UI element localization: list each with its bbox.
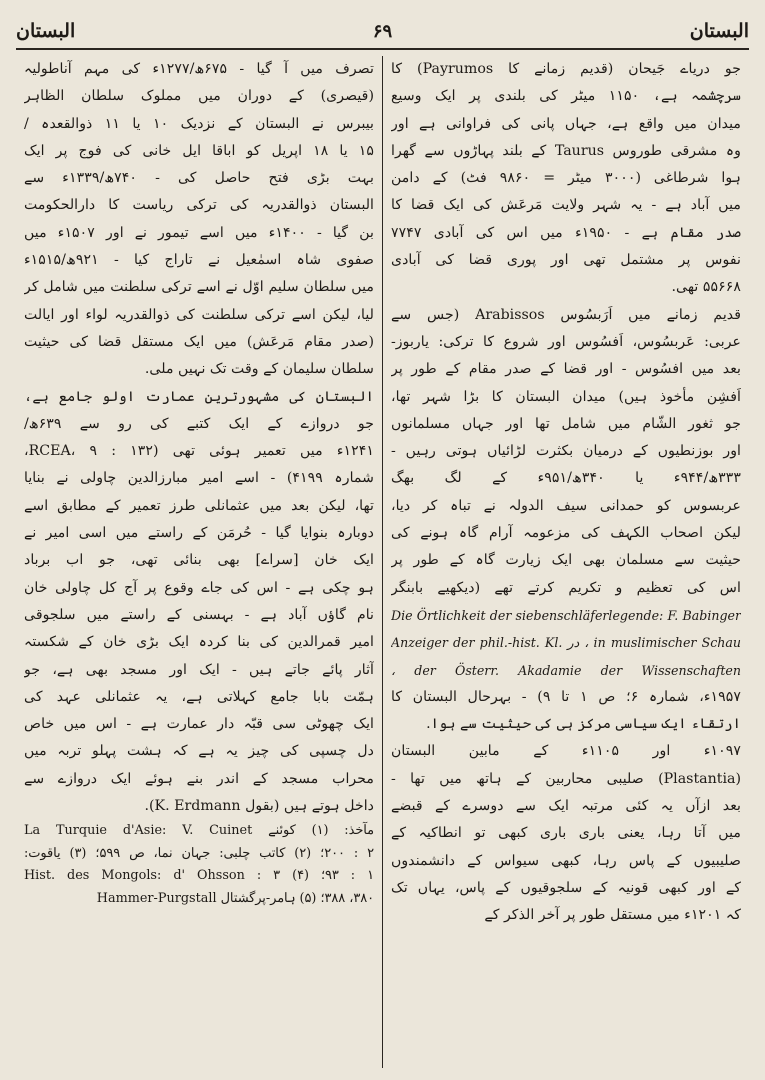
two-column-body <box>16 56 749 1068</box>
text-line: نام گاؤں آباد ہے - بہسنی کے راستے میں سلجوقی <box>24 606 374 623</box>
text-line: جو ثغور الشّام میں شامل تھا اور جہاں مسلمانوں <box>391 415 741 432</box>
text-line: بہت بڑی فتح حاصل کی - ۷۴۰ھ/۱۳۳۹ء سے <box>24 170 374 187</box>
text-line: بن گیا - ۱۴۰۰ء میں اسے تیمور نے اور ۱۵۰۷ء میں <box>24 224 374 241</box>
text-line: ارتقاء ایک سیاسی مرکز ہی کی حیثیت سے ہوا. <box>426 716 741 733</box>
text-line: Anzeiger der phil.-hist. Kl. در ، in muslimischer Schau <box>391 635 741 651</box>
text-line: کے اور کبھی قونیہ کے سلجوقیوں کے پاس، یہاں تک <box>391 879 741 896</box>
text-line: میں آباد ہے - یہ شہر ولایت مَرعَش کی ایک قضا کا <box>391 197 741 214</box>
text-line: بعد ازآں یہ کئی مرتبہ ایک سے دوسرے کے قبضے <box>391 798 741 815</box>
text-line: اس کی تعظیم و تکریم کرتے تھے (دیکھیے بابنگر <box>391 579 741 596</box>
text-line: ہوا شرطاغی (۳۰۰۰ میٹر = ۹۸۶۰ فٹ) کے دامن <box>391 170 741 187</box>
column-divider <box>382 56 383 1068</box>
text-line: ۵۵۶۶۸ تھی. <box>671 279 741 296</box>
text-line: نفوس پر مشتمل تھی اور پوری قضا کی آبادی <box>391 252 741 269</box>
text-line: ۱۹۵۷ء، شمارہ ۶؛ ص ۱ تا ۹) - بہرحال البستان کا <box>391 688 741 705</box>
text-line: دل چسپی کی چیز یہ ہے کہ ہشت پہلو تربہ میں <box>24 743 374 760</box>
text-line: (Plastantia) صلیبی محاربین کے ہاتھ میں تھا - <box>391 770 741 787</box>
text-line: دوبارہ بنوایا گیا - حُرمَن کے راستے میں اسی امیر نے <box>24 525 374 542</box>
text-line: عربسوس کو حمدانی سیف الدولہ نے تباہ کر دیا، <box>391 497 741 514</box>
text-line: امیر قمرالدین کی بنا کردہ ایک بڑی خان کے شکستہ <box>24 634 374 651</box>
text-line: بیبرس نے البستان کے نزدیک ۱۰ یا ۱۱ ذوالقعدہ / <box>24 115 374 132</box>
text-line: شمارہ ۴۱۹۹) - اسے امیر مبارزالدین چاولی نے بنایا <box>24 470 374 487</box>
text-line: آثار پائے جاتے ہیں - ایک اور مسجد بھی ہے، جو <box>24 661 374 678</box>
text-line: ۱۵ یا ۱۸ اپریل کو اباقا ایل خانی کی فوج پر ایک <box>24 142 374 159</box>
text-line: تھا، لیکن بعد میں عثمانلی طرز تعمیر کے مطابق اسے <box>24 497 374 514</box>
text-line: ہو چکی ہے - اس کی جاے وقوع پر آج کل چاولی خان <box>24 579 374 596</box>
running-title-left: البستان <box>16 20 76 42</box>
text-line: ۱۲۴۱ء میں تعمیر ہوئی تھی (RCEA، ۹ : ۱۳۲، <box>24 443 374 460</box>
running-title-right: البستان <box>689 20 749 42</box>
text-line: عربی: عَربسُوس، اَفسُوس اور شروع کا ترکی: یاربوز- <box>391 333 741 350</box>
text-line: لیا، لیکن اسے ترکی سلطنت کی ذوالقدریہ لواء اور ایالت <box>24 306 374 323</box>
text-line: کہ ۱۲۰۱ء میں مستقل طور پر آخر الذکر کے <box>484 907 741 924</box>
text-line: وہ مشرقی طوروس Taurus کے بلند پہاڑوں سے گھرا <box>391 142 741 159</box>
text-line: میدان میں واقع ہے، جہاں پانی کی فراوانی ہے اور <box>391 115 741 132</box>
reference-line: مآخذ: (۱) کوئنے La Turquie d'Asie: V. Cuinet <box>24 823 374 839</box>
text-line: اَفشِن مأخوذ ہیں) میدان البستان کا بڑا شہر تھا، <box>391 388 741 405</box>
text-line: ۳۳۳ھ/۹۴۴ء یا ۳۴۰ھ/۹۵۱ء کے لگ بھگ <box>391 470 741 487</box>
text-line: اور بوزنطیوں کے درمیان بکثرت لڑائیاں ہوتی رہیں - <box>391 443 741 460</box>
text-line: ، der Österr. Akadamie der Wissenschaften <box>391 662 741 678</box>
text-line: البستان ذوالقدریہ کی ترکی ریاست کا دارالحکومت <box>24 197 374 214</box>
text-line: میں سلطان سلیم اوّل نے اسے ترکی سلطنت میں شامل کر <box>24 279 374 296</box>
text-line: بعد میں افسُوس - اور قضا کے صدر مقام کے طور پر <box>391 361 741 378</box>
text-line: لیکن اصحاب الکہف کی مزعومہ آرام گاہ ہونے کی <box>391 525 741 542</box>
text-line: (صدر مقام مَرعَش) میں ایک مستقل قضا کی حیثیت <box>24 333 374 350</box>
text-line: داخل ہوتے ہیں (بقول K. Erdmann). <box>144 798 374 815</box>
text-line: صفوی شاہ اسمٰعیل نے تاراج کیا - ۹۲۱ھ/۱۵۱۵ء <box>24 252 374 269</box>
text-line: ایک چھوٹی سی قبّہ دار عمارت ہے - اس میں خاص <box>24 716 374 733</box>
text-line: ہمّت بابا جامع کہلاتی ہے، یہ عثمانلی عہد کی <box>24 688 374 705</box>
text-line: (قیصری) کے دوران میں مملوک سلطان الظاہر <box>24 88 374 105</box>
text-line: البستان کی مشہورترین عمارت اولو جامع ہے، <box>24 388 374 405</box>
text-line: حیثیت سے مسلمان بھی ایک زیارت گاہ کے طور پر <box>391 552 741 569</box>
right-text-column <box>383 56 749 1068</box>
text-line: جو دروازے کے ایک کتبے کی رو سے ۶۳۹ھ/ <box>24 415 374 432</box>
reference-line: ۱ : ۹۳؛ (۴) Hist. des Mongols: d' Ohsson : ۳ <box>24 868 374 884</box>
text-line: Die Örtlichkeit der siebenschläferlegende: F. Babinger <box>391 607 741 623</box>
text-line: سلطان سلیمان کے وقت تک نہیں ملی. <box>144 361 374 378</box>
text-line: جو دریاے جَیحان (قدیم زمانے کا Payrumos) کا <box>391 61 741 77</box>
text-line: سرچشمہ ہے، ۱۱۵۰ میٹر کی بلندی پر ایک وسیع <box>391 88 741 105</box>
text-line: محراب مسجد کے اندر بنے ہوئے ایک دروازے سے <box>24 770 374 787</box>
references-section <box>24 820 374 910</box>
reference-line: ۳۸۰، ۳۸۸؛ (۵) ہامر-پرگشتال Hammer-Purgstall <box>96 890 374 906</box>
text-line: تصرف میں آ گیا - ۶۷۵ھ/۱۲۷۷ء کی مہم آناطولیہ <box>24 61 374 77</box>
page-header <box>16 14 749 50</box>
text-line: میں آتا رہا، یعنی باری باری کبھی تو انطاکیہ کے <box>391 825 741 842</box>
left-text-column <box>16 56 382 1068</box>
text-line: صدر مقام ہے - ۱۹۵۰ء میں اس کی آبادی ۷۷۴۷ <box>391 224 741 241</box>
text-line: ۱۰۹۷ء اور ۱۱۰۵ء کے مابین البستان <box>391 743 741 760</box>
page-number: ۶۹ <box>372 20 393 42</box>
text-line: ایک خان [سراے] بھی بنائی تھی، جو اب برباد <box>24 552 374 569</box>
text-line: قدیم زمانے میں اَرَبسُوس Arabissos (جس سے <box>391 306 741 323</box>
text-line: صلیبیوں کے پاس رہا، کبھی سیواس کے دانشمندوں <box>391 852 741 869</box>
reference-line: ۲ : ۲۰۰؛ (۲) کاتب چلبی: جہان نما، ص ۵۹۹؛ (۳) یاقوت: <box>24 845 374 861</box>
